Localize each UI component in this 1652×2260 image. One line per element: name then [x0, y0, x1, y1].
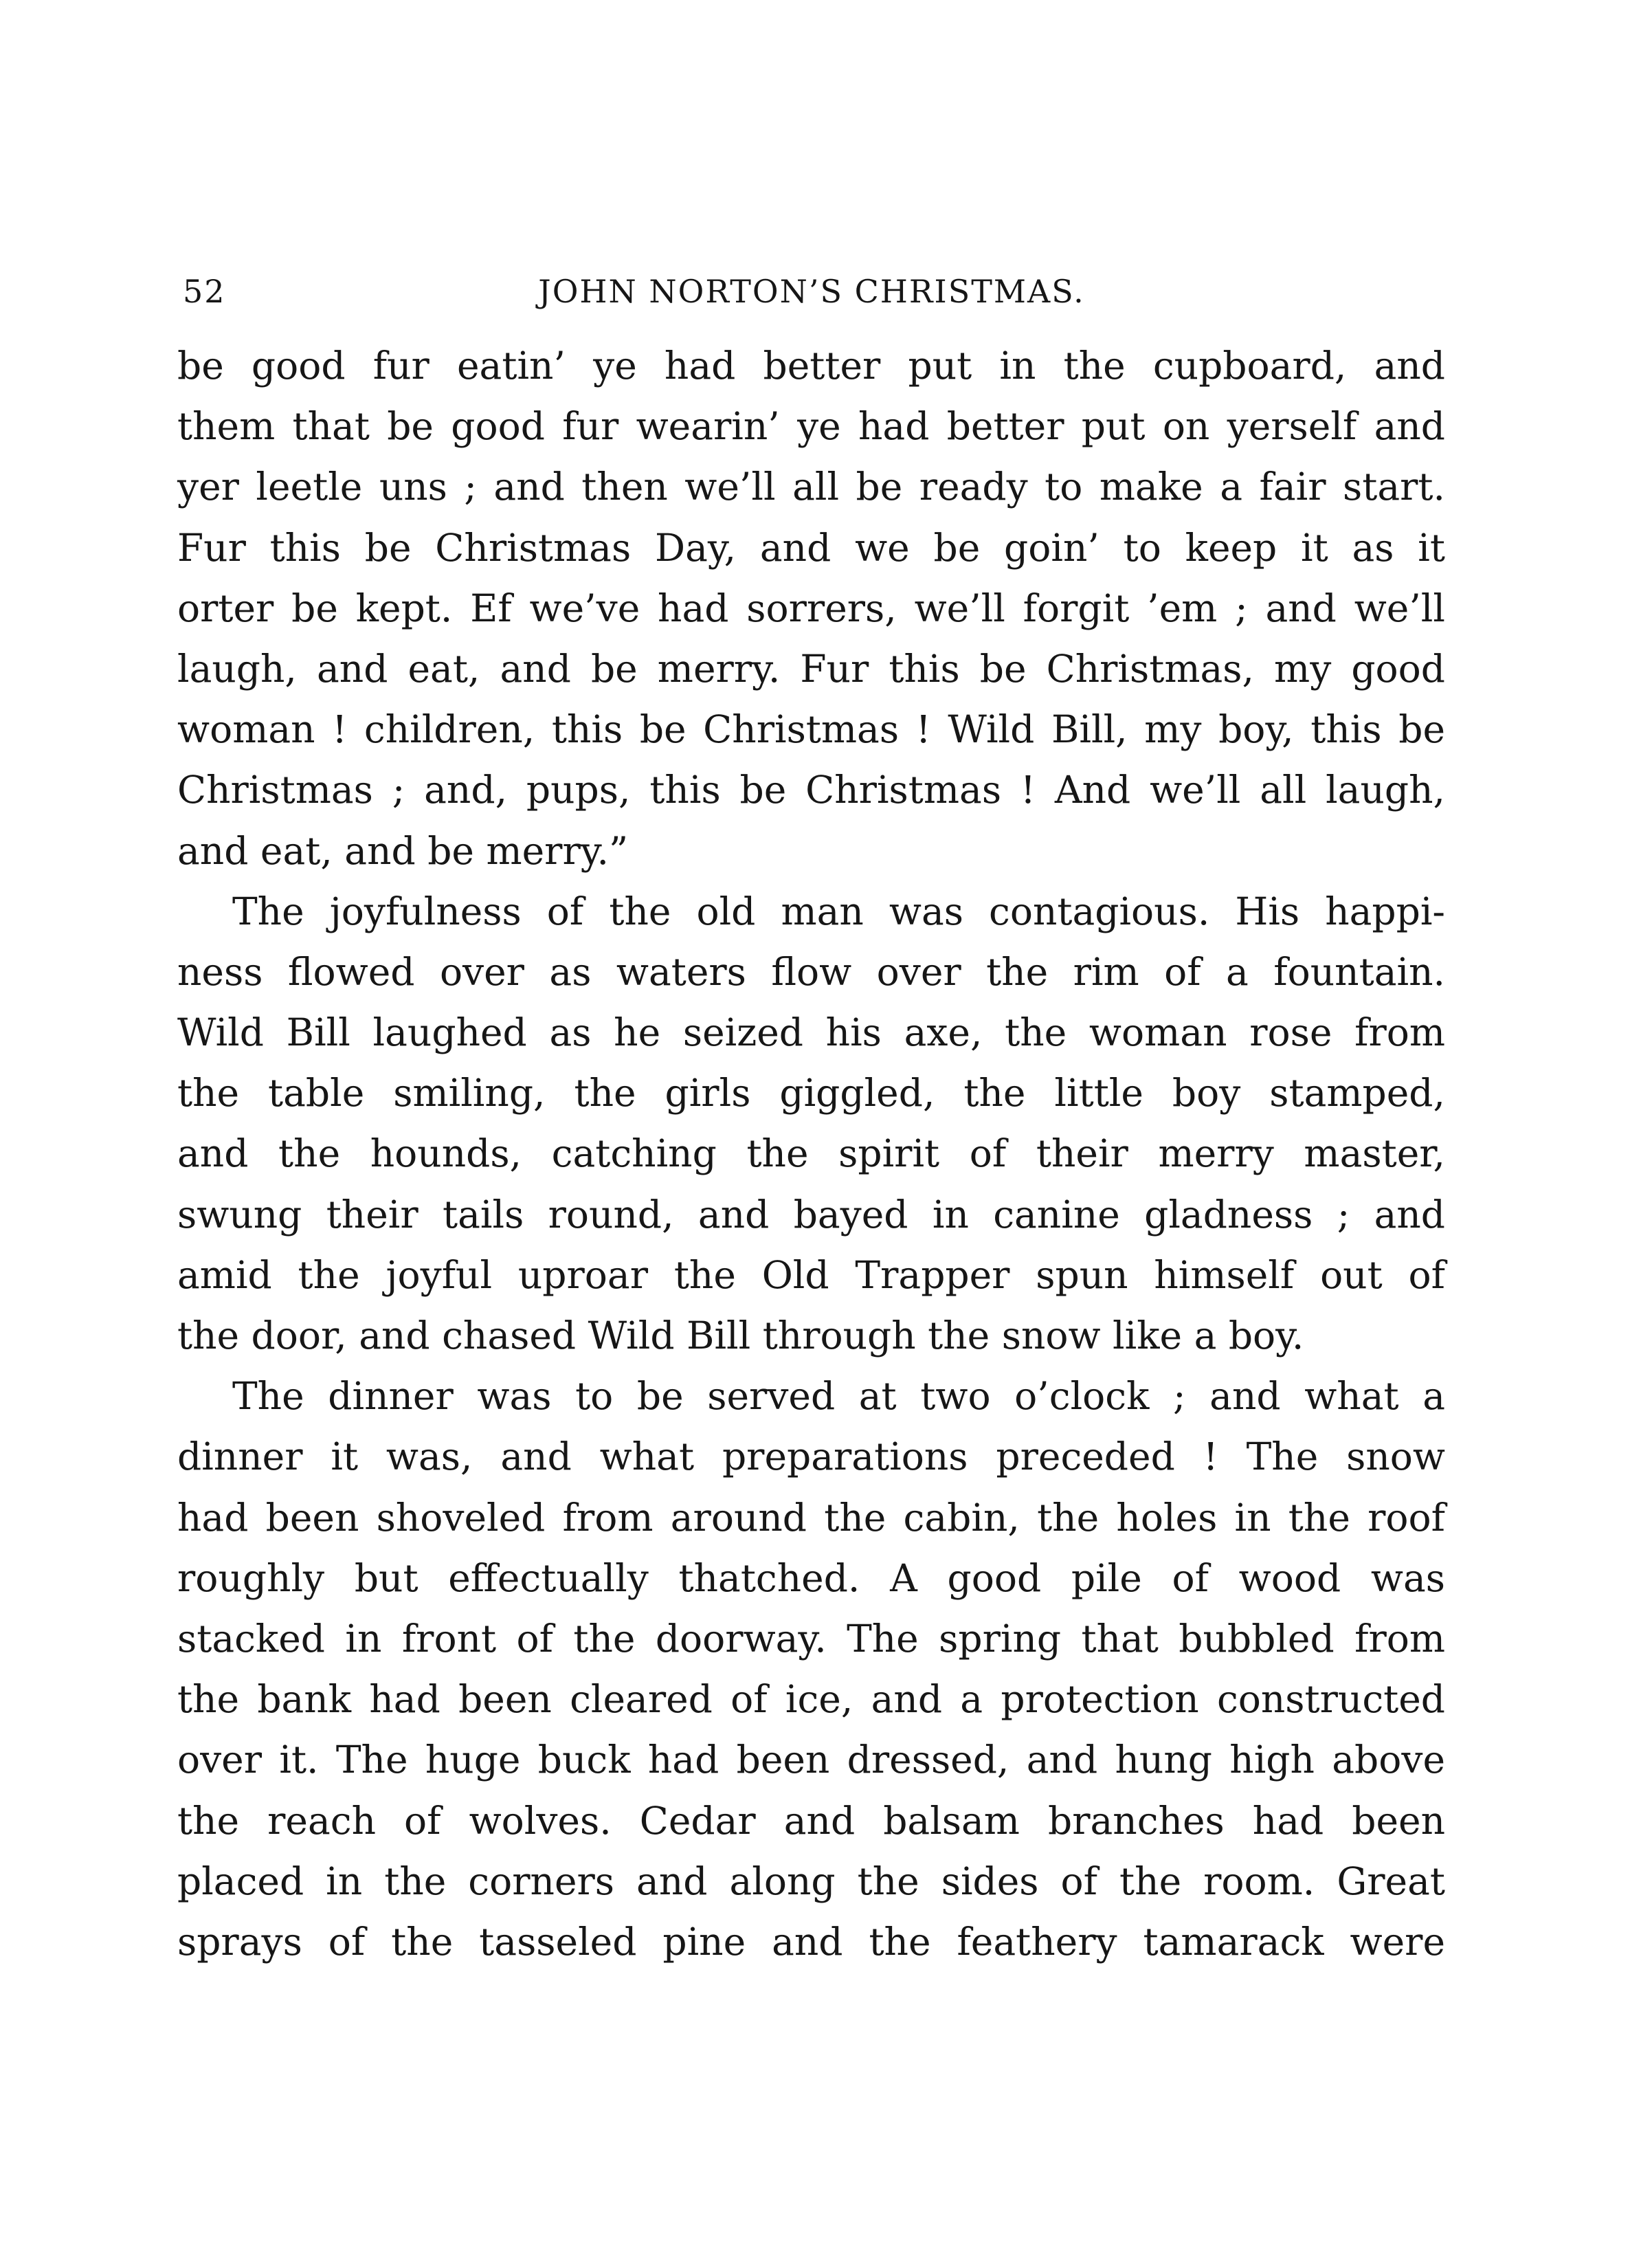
text-line: the door, and chased Wild Bill through the snow like a boy.	[177, 1314, 1304, 1358]
text-line: The joyfulness of the old man was contagious. His happi-	[232, 889, 1445, 933]
text-line: laugh, and eat, and be merry. Fur this be Christmas, my good	[177, 646, 1445, 691]
text-line: be good fur eatin’ ye had better put in the cupboard, and	[177, 344, 1445, 388]
text-line: had been shoveled from around the cabin, the holes in the roof	[177, 1495, 1445, 1540]
text-line: stacked in front of the doorway. The spring that bubbled from	[177, 1616, 1445, 1661]
running-title: JOHN NORTON’S CHRISTMAS.	[538, 273, 1085, 310]
text-line: yer leetle uns ; and then we’ll all be ready to make a fair start.	[177, 465, 1445, 509]
text-line: them that be good fur wearin’ ye had better put on yerself and	[177, 404, 1445, 449]
body-text	[177, 335, 1445, 1972]
text-line: ness flowed over as waters flow over the rim of a fountain.	[177, 949, 1445, 994]
running-head	[183, 264, 1440, 319]
text-line: placed in the corners and along the sides of the room. Great	[177, 1859, 1445, 1903]
text-line: sprays of the tasseled pine and the feathery tamarack were	[177, 1919, 1445, 1964]
text-line: and the hounds, catching the spirit of their merry master,	[177, 1131, 1445, 1176]
text-line: and eat, and be merry.”	[177, 828, 629, 873]
text-line: swung their tails round, and bayed in canine gladness ; and	[177, 1192, 1445, 1237]
text-line: the bank had been cleared of ice, and a protection constructed	[177, 1677, 1445, 1722]
text-line: The dinner was to be served at two o’clock ; and what a	[232, 1374, 1445, 1419]
text-line: roughly but effectually thatched. A good pile of wood was	[177, 1555, 1445, 1600]
text-line: the table smiling, the girls giggled, the little boy stamped,	[177, 1071, 1445, 1116]
text-line: the reach of wolves. Cedar and balsam branches had been	[177, 1798, 1445, 1843]
text-line: Wild Bill laughed as he seized his axe, the woman rose from	[177, 1010, 1445, 1055]
text-line: woman ! children, this be Christmas ! Wild Bill, my boy, this be	[177, 707, 1445, 752]
text-line: dinner it was, and what preparations preceded ! The snow	[177, 1434, 1445, 1479]
page-number: 52	[183, 273, 226, 310]
text-line: amid the joyful uproar the Old Trapper spun himself out of	[177, 1252, 1445, 1297]
text-line: Fur this be Christmas Day, and we be goin’ to keep it as it	[177, 525, 1445, 570]
text-line: Christmas ; and, pups, this be Christmas ! And we’ll all laugh,	[177, 768, 1445, 812]
text-line: over it. The huge buck had been dressed, and hung high above	[177, 1738, 1445, 1782]
text-line: orter be kept. Ef we’ve had sorrers, we’ll forgit ’em ; and we’ll	[177, 586, 1445, 630]
